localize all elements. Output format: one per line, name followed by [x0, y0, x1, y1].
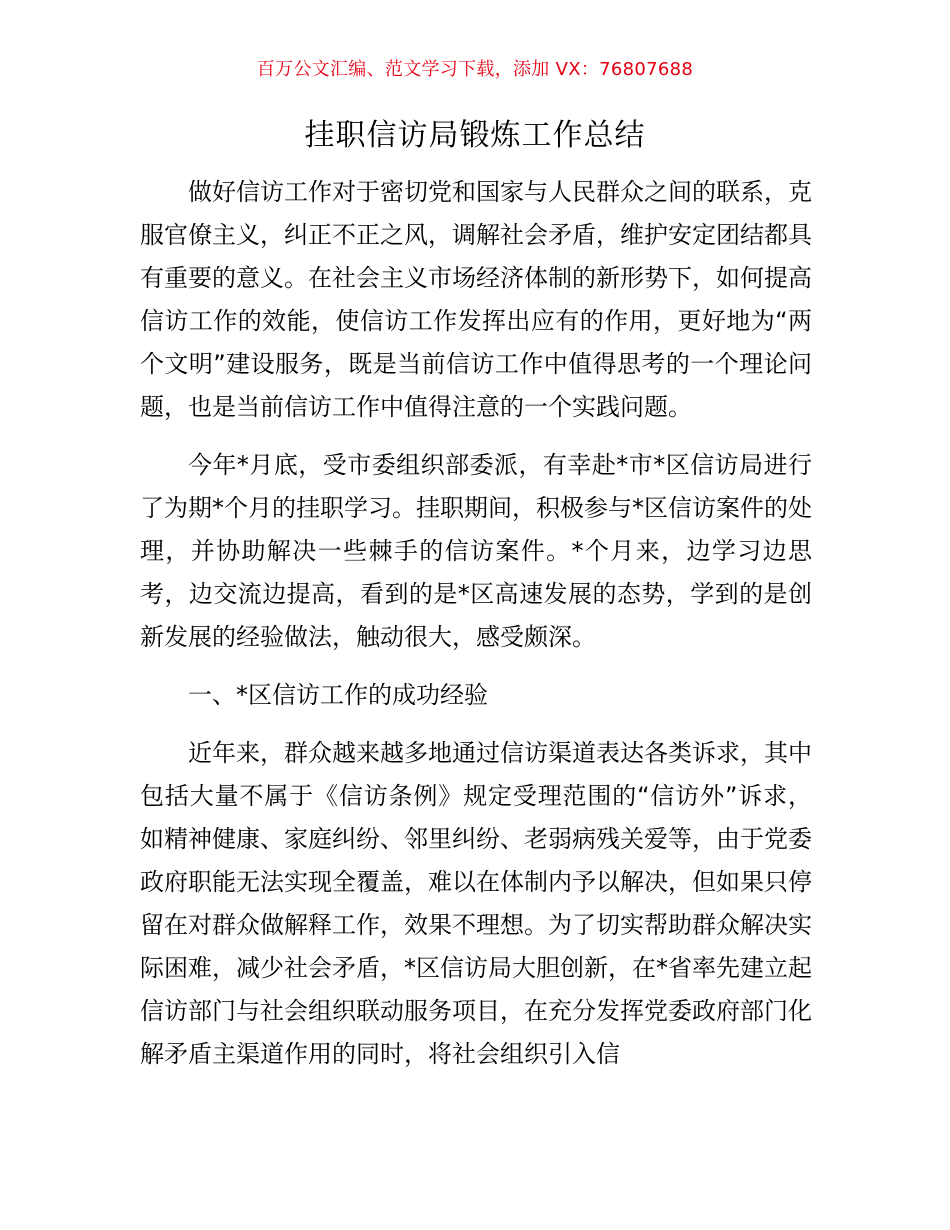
document-body: [140, 171, 812, 1091]
section-heading: 一、*区信访工作的成功经验: [188, 681, 488, 709]
paragraph-assignment: 今年*月底，受市委组织部委派，有幸赴*市*区信访局进行了为期*个月的挂职学习。挂职期间，积极参与*区信访案件的处理，并协助解决一些棘手的信访案件。*个月来，边学习边思考，边交流边提高，看到的是*区高速发展的态势，学到的是创新发展的经验做法，触动很大，感受颇深。: [140, 451, 812, 651]
paragraph-intro: 做好信访工作对于密切党和国家与人民群众之间的联系，克服官僚主义，纠正不正之风，调解社会矛盾，维护安定团结都具有重要的意义。在社会主义市场经济体制的新形势下，如何提高信访工作的效能，使信访工作发挥出应有的作用，更好地为“两个文明”建设服务，既是当前信访工作中值得思考的一个理论问题，也是当前信访工作中值得注意的一个实践问题。: [140, 178, 812, 421]
header-watermark-note: 百万公文汇编、范文学习下载，添加 VX：76807688: [256, 59, 694, 80]
page-title: 挂职信访局锻炼工作总结: [304, 118, 646, 153]
paragraph-experience: 近年来，群众越来越多地通过信访渠道表达各类诉求，其中包括大量不属于《信访条例》规定受理范围的“信访外”诉求，如精神健康、家庭纠纷、邻里纠纷、老弱病残关爱等，由于党委政府职能无法实现全覆盖，难以在体制内予以解决，但如果只停留在对群众做解释工作，效果不理想。为了切实帮助群众解决实际困难，减少社会矛盾，*区信访局大胆创新，在*省率先建立起信访部门与社会组织联动服务项目，在充分发挥党委政府部门化解矛盾主渠道作用的同时，将社会组织引入信: [140, 739, 812, 1068]
